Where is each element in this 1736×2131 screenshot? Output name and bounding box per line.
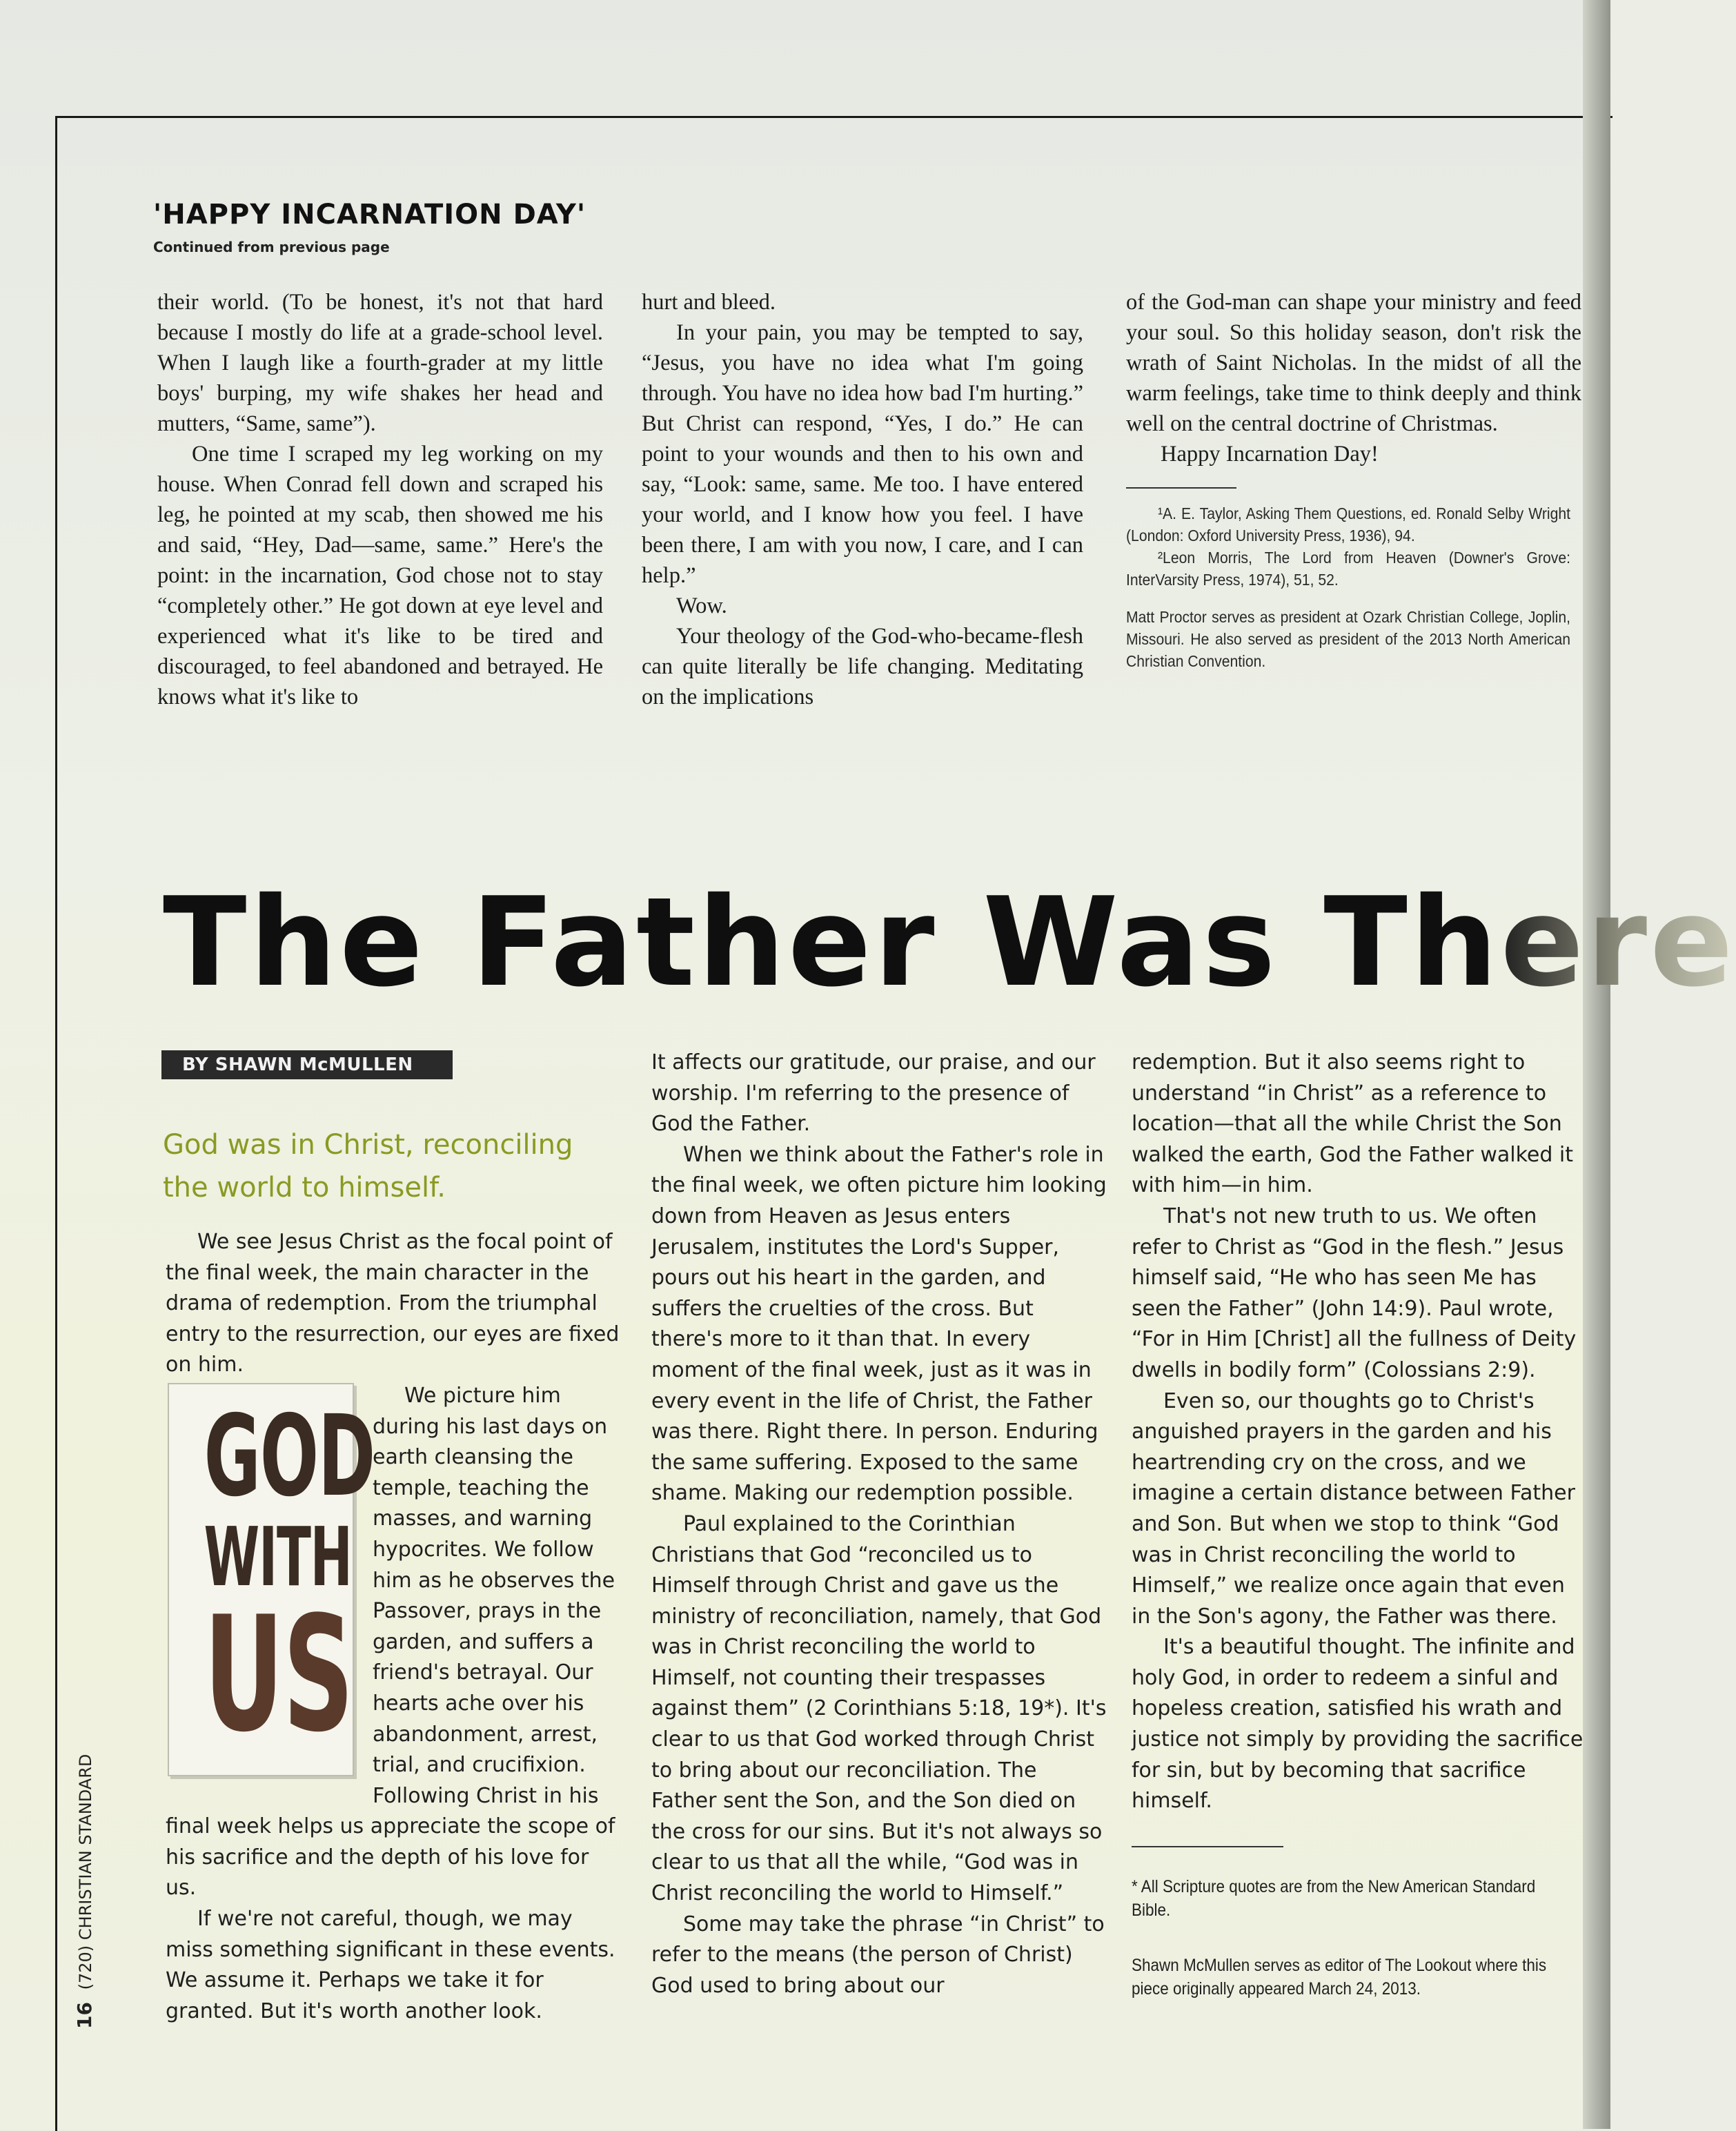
paragraph: of the God-man can shape your ministry and feed your soul. So this holiday season, don't risk the wrath of Saint Nicholas. In the midst of all the warm feelings, take time to think deeply and think well on the central doctrine of Christmas.: [1126, 290, 1581, 436]
top-article-column-2: [642, 287, 1083, 712]
footnote-divider: [1132, 1846, 1283, 1847]
paragraph: Even so, our thoughts go to Christ's anguished prayers in the garden and his heartrending cry on the cross, and we imagine a certain distance between Father and Son. But when we stop to think “God was in Christ reconciling the world to Himself,” we realize once again that even in the Son's agony, the Father was there.: [1132, 1388, 1575, 1629]
article-headline: [163, 871, 1736, 1014]
main-article-column-3: [1132, 1048, 1587, 2001]
paragraph: Some may take the phrase “in Christ” to refer to the means (the person of Christ) God used to bring about our: [651, 1912, 1105, 1998]
paragraph: It affects our gratitude, our praise, and our worship. I'm referring to the presence of God the Father.: [651, 1050, 1096, 1137]
logo-word: US: [204, 1583, 353, 1767]
author-bio: Shawn McMullen serves as editor of The Lookout where this piece originally appeared March 24, 2013.: [1132, 1955, 1547, 1999]
paragraph: [166, 1227, 621, 1381]
headline-text-faded: ere: [1500, 871, 1736, 1014]
paragraph: Wow.: [676, 593, 727, 618]
issue-page: (720): [76, 1945, 95, 1990]
headline-text: The Father Was Th: [163, 871, 1501, 1014]
page-folio: [73, 1754, 101, 2029]
pull-quote: God was in Christ, reconciling the world to himself.: [163, 1129, 573, 1204]
footnotes: [1126, 502, 1570, 672]
logo-word: WITH: [204, 1509, 352, 1604]
paragraph: Paul explained to the Corinthian Christians that God “reconciled us to Himself through Christ and gave us the ministry of reconciliation, namely, that God was in Christ reconciling the world to Himself, not counting their trespasses against them” (2 Corinthians 5:18, 19*). It's clear to us that God worked through Christ to bring about our reconciliation. The Father sent the Son, and the Son died on the cross for our sins. But it's not always so clear to us that all the while, “God was in Christ reconciling the world to Himself.”: [651, 1511, 1107, 1906]
paragraph: If we're not careful, though, we may miss something significant in these events. We assume it. Perhaps we take it for granted. But it's worth another look.: [166, 1907, 615, 2023]
paragraph: hurt and bleed.: [642, 290, 776, 315]
footnote: ²Leon Morris, The Lord from Heaven (Downer's Grove: InterVarsity Press, 1974), 51, 52.: [1126, 549, 1570, 589]
paragraph: their world. (To be honest, it's not that hard because I mostly do life at a grade-school level. When I laugh like a fourth-grader at my little boys' burping, my wife shakes her head and mutters, “Same, same”).: [157, 290, 603, 436]
paragraph: That's not new truth to us. We often refer to Christ as “God in the flesh.” Jesus himself said, “He who has seen Me has seen the Father” (John 14:9). Paul wrote, “For in Him [Christ] all the fullness of Deity dwells in bodily form” (Colossians 2:9).: [1132, 1204, 1577, 1382]
continued-article-title: 'HAPPY INCARNATION DAY': [153, 199, 586, 230]
top-article-column-3: [1126, 287, 1581, 672]
paragraph: redemption. But it also seems right to understand “in Christ” as a reference to location—that all the while Christ the Son walked the earth, God the Father walked it with him—in him.: [1132, 1050, 1574, 1198]
main-article-column-2: [651, 1048, 1107, 2001]
god-with-us-graphic: [168, 1383, 375, 1776]
scripture-note: * All Scripture quotes are from the New American Standard Bible.: [1132, 1876, 1536, 1920]
paragraph: Your theology of the God-who-became-flesh can quite literally be life changing. Meditating on the implications: [642, 624, 1083, 709]
logo-word: GOD: [204, 1392, 375, 1522]
byline: BY SHAWN McMULLEN: [161, 1050, 453, 1079]
footnote: ¹A. E. Taylor, Asking Them Questions, ed. Ronald Selby Wright (London: Oxford University Press, 1936), 94.: [1126, 504, 1570, 544]
author-bio: Matt Proctor serves as president at Ozark Christian College, Joplin, Missouri. He also served as president of the 2013 North American Christian Convention.: [1126, 608, 1570, 670]
paragraph-text: We see Jesus Christ as the focal point of the final week, the main character in the drama of redemption. From the triumphal entry to the resurrection, our eyes are fixed on him.: [166, 1230, 620, 1377]
footnote-divider: [1126, 487, 1236, 489]
paragraph: One time I scraped my leg working on my house. When Conrad fell down and scraped his leg, he pointed at my scab, then showed me his and said, “Hey, Dad—same, same.” Here's the point: in the incarnation, God chose not to stay “completely other.” He got down at eye level and experienced what it's like to be tired and discouraged, to feel abandoned and betrayed. He knows what it's like to: [157, 442, 603, 709]
binding-edge: [1583, 0, 1610, 2129]
magazine-name: CHRISTIAN STANDARD: [76, 1754, 95, 1941]
paragraph: We picture him during his last days on earth cleansing the temple, teaching the masses, and warning hypocrites. We follow him as he observes the Passover, prays in the garden, and suffers a friend's betrayal. Our hearts ache over his abandonment, arrest, trial, and crucifixion. Following Christ in his final week helps us appreciate the scope of his sacrifice and the depth of his love for us.: [166, 1383, 615, 1901]
page-number: 16: [73, 2002, 96, 2029]
continued-label: Continued from previous page: [153, 239, 390, 255]
top-article-column-1: [157, 287, 603, 712]
article-notes: [1132, 1875, 1560, 2001]
paragraph: When we think about the Father's role in the final week, we often picture him looking down from Heaven as Jesus enters Jerusalem, institutes the Lord's Supper, pours out his heart in the garden, and suffers the cruelties of the cross. But there's more to it than that. In every moment of the final week, just as it was in every event in the life of Christ, the Father was there. Right there. In person. Enduring the same suffering. Exposed to the same shame. Making our redemption possible.: [651, 1142, 1107, 1506]
paragraph: Happy Incarnation Day!: [1161, 442, 1379, 467]
paragraph: It's a beautiful thought. The infinite and holy God, in order to redeem a sinful and hopeless creation, satisfied his wrath and justice not simply by providing the sacrifice for sin, but by becoming that sacrifice himself.: [1132, 1635, 1584, 1814]
paragraph: In your pain, you may be tempted to say, “Jesus, you have no idea what I'm going through. You have no idea how bad I'm hurting.” But Christ can respond, “Yes, I do.” He can point to your wounds and then to his own and say, “Look: same, same. Me too. I have entered your world, and I know how you feel. I have been there, I am with you now, I care, and I can help.”: [642, 320, 1083, 588]
